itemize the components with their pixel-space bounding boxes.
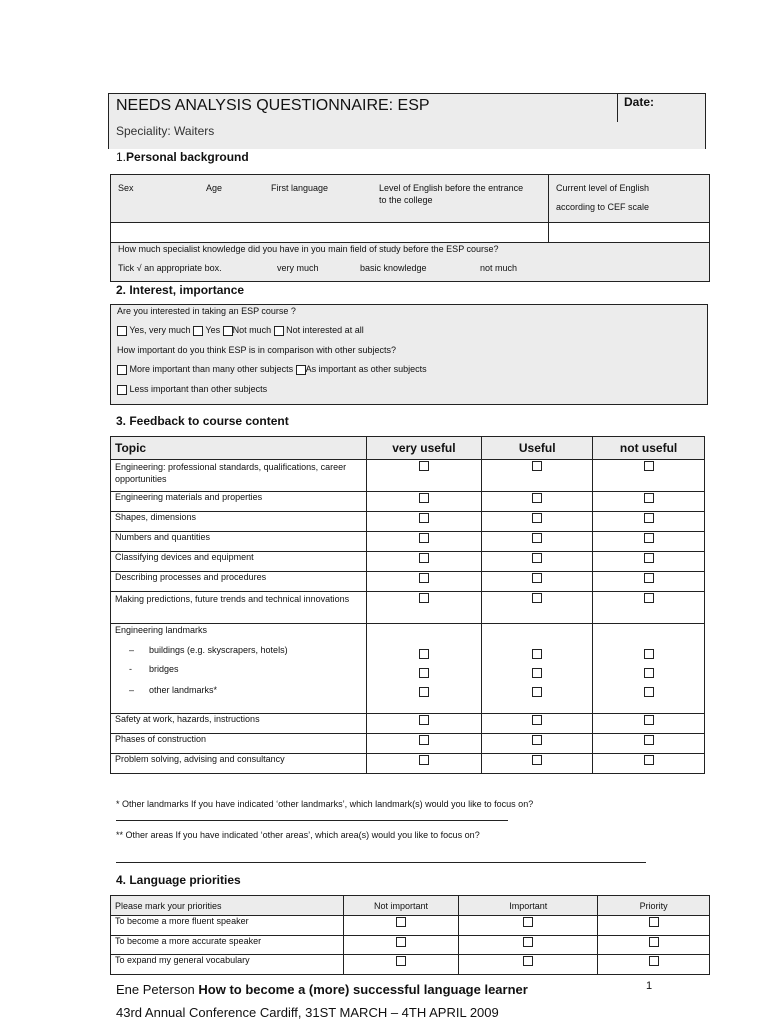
topic-cell: Safety at work, hazards, instructions <box>111 714 367 734</box>
col-age: Age <box>206 183 223 193</box>
very-useful-cell <box>366 592 482 624</box>
landmark-label: bridges <box>149 664 179 674</box>
option-label: Yes, very much <box>129 325 191 335</box>
topic-cell: Classifying devices and equipment <box>111 552 367 572</box>
option-label: Yes <box>205 325 221 335</box>
dash-bullet: – <box>129 645 135 655</box>
not-important-cell <box>343 936 459 955</box>
priority-label: To expand my general vocabulary <box>111 955 344 975</box>
table-row <box>111 512 705 532</box>
checkbox[interactable] <box>644 687 654 697</box>
checkbox[interactable] <box>644 649 654 659</box>
checkbox[interactable] <box>532 493 542 503</box>
very-useful-cell <box>366 624 482 714</box>
topic-cell: Phases of construction <box>111 734 367 754</box>
landmark-item <box>115 645 362 655</box>
dash-bullet: – <box>129 685 135 695</box>
not-useful-cell <box>593 492 705 512</box>
checkbox[interactable] <box>644 553 654 563</box>
useful-cell <box>482 552 593 572</box>
checkbox[interactable] <box>644 668 654 678</box>
footer-conference: 43rd Annual Conference Cardiff, 31ST MARCH – 4TH APRIL 2009 <box>116 1005 499 1020</box>
col-sex: Sex <box>118 183 134 193</box>
not-useful-cell <box>593 714 705 734</box>
knowledge-question: How much specialist knowledge did you have in you main field of study before the ESP course? <box>118 244 499 254</box>
useful-cell <box>482 492 593 512</box>
answer-line[interactable] <box>116 862 646 863</box>
topic-cell: Describing processes and procedures <box>111 572 367 592</box>
table-row <box>111 955 710 975</box>
not-useful-cell <box>593 754 705 774</box>
not-useful-cell <box>593 460 705 492</box>
interest-box <box>110 304 708 405</box>
not-useful-cell <box>593 624 705 714</box>
section3-title: 3. Feedback to course content <box>116 414 289 428</box>
checkbox[interactable] <box>532 687 542 697</box>
priority-label: To become a more accurate speaker <box>111 936 344 955</box>
checkbox[interactable] <box>419 593 429 603</box>
cef-answer-divider <box>548 223 549 242</box>
option-label: As important as other subjects <box>305 364 427 374</box>
table-row <box>111 754 705 774</box>
important-cell <box>459 955 598 975</box>
checkbox[interactable] <box>644 533 654 543</box>
checkbox[interactable] <box>193 326 203 336</box>
very-useful-cell <box>366 492 482 512</box>
option-very-much[interactable]: very much <box>277 263 319 273</box>
note-other-landmarks: * Other landmarks If you have indicated ‘other landmarks’, which landmark(s) would you like to focus on? <box>116 799 534 809</box>
header-not-important: Not important <box>343 896 459 916</box>
not-useful-cell <box>593 572 705 592</box>
note-other-areas: ** Other areas If you have indicated ‘other areas’, which area(s) would you like to focus on? <box>116 830 480 840</box>
checkbox[interactable] <box>523 937 533 947</box>
table-row <box>111 532 705 552</box>
header-useful: Useful <box>482 437 593 460</box>
section1-title: Personal background <box>126 150 249 164</box>
useful-cell <box>482 572 593 592</box>
checkbox[interactable] <box>532 461 542 471</box>
tick-instruction: Tick √ an appropriate box. <box>118 263 222 273</box>
very-useful-cell <box>366 552 482 572</box>
checkbox[interactable] <box>419 668 429 678</box>
checkbox[interactable] <box>419 553 429 563</box>
option-basic-knowledge[interactable]: basic knowledge <box>360 263 427 273</box>
table-row <box>111 592 705 624</box>
checkbox[interactable] <box>532 533 542 543</box>
checkbox[interactable] <box>649 956 659 966</box>
cef-line1: Current level of English <box>556 183 650 193</box>
checkbox[interactable] <box>532 735 542 745</box>
table-row <box>111 552 705 572</box>
section1-heading <box>116 150 249 164</box>
footer-line1 <box>116 982 528 997</box>
table-row <box>111 916 710 936</box>
importance-options-row1 <box>117 364 427 375</box>
landmarks-cell <box>111 624 367 714</box>
checkbox[interactable] <box>644 493 654 503</box>
feedback-table <box>110 436 705 774</box>
checkbox[interactable] <box>649 937 659 947</box>
page-number: 1 <box>646 980 653 992</box>
very-useful-cell <box>366 734 482 754</box>
checkbox[interactable] <box>532 553 542 563</box>
checkbox[interactable] <box>644 593 654 603</box>
importance-question: How important do you think ESP is in comparison with other subjects? <box>117 345 396 355</box>
table-row <box>111 460 705 492</box>
topic-cell: Engineering: professional standards, qualifications, career opportunities <box>111 460 367 492</box>
very-useful-cell <box>366 532 482 552</box>
table-header-row <box>111 437 705 460</box>
topic-cell: Engineering materials and properties <box>111 492 367 512</box>
topic-cell: Making predictions, future trends and technical innovations <box>111 592 367 624</box>
not-useful-cell <box>593 592 705 624</box>
interest-question: Are you interested in taking an ESP course ? <box>117 306 296 316</box>
checkbox[interactable] <box>532 649 542 659</box>
col-first-language: First language <box>271 183 329 193</box>
checkbox[interactable] <box>296 365 306 375</box>
not-important-cell <box>343 916 459 936</box>
landmark-label: buildings (e.g. skyscrapers, hotels) <box>149 645 288 655</box>
checkbox[interactable] <box>532 755 542 765</box>
date-label: Date: <box>624 95 655 109</box>
important-cell <box>459 936 598 955</box>
checkbox[interactable] <box>396 956 406 966</box>
useful-cell <box>482 754 593 774</box>
checkbox[interactable] <box>532 573 542 583</box>
section1-number: 1. <box>116 150 127 164</box>
page-title: NEEDS ANALYSIS QUESTIONNAIRE: ESP <box>116 97 430 114</box>
topic-cell: Numbers and quantities <box>111 532 367 552</box>
checkbox[interactable] <box>419 573 429 583</box>
not-important-cell <box>343 955 459 975</box>
checkbox[interactable] <box>419 687 429 697</box>
col-level-before: Level of English before the entrance to the college <box>379 183 524 205</box>
option-label: Less important than other subjects <box>129 384 268 394</box>
date-cell <box>617 94 706 122</box>
section4-title: 4. Language priorities <box>116 873 241 887</box>
checkbox[interactable] <box>396 937 406 947</box>
checkbox[interactable] <box>419 715 429 725</box>
footer-author: Ene Peterson <box>116 982 199 997</box>
checkbox[interactable] <box>644 461 654 471</box>
option-not-much[interactable]: not much <box>480 263 518 273</box>
importance-options-row2 <box>117 384 267 395</box>
cef-line2: according to CEF scale <box>556 202 650 212</box>
checkbox[interactable] <box>117 326 127 336</box>
checkbox[interactable] <box>223 326 233 336</box>
option-label: Not much <box>232 325 272 335</box>
checkbox[interactable] <box>523 956 533 966</box>
topic-cell: Problem solving, advising and consultancy <box>111 754 367 774</box>
checkbox[interactable] <box>644 513 654 523</box>
answer-line[interactable] <box>116 820 508 821</box>
checkbox[interactable] <box>649 917 659 927</box>
option-label: More important than many other subjects <box>129 364 294 374</box>
checkbox[interactable] <box>117 385 127 395</box>
checkbox[interactable] <box>419 755 429 765</box>
not-useful-cell <box>593 532 705 552</box>
interest-options <box>117 325 364 336</box>
priority-cell <box>598 955 710 975</box>
landmark-item <box>115 685 362 695</box>
not-useful-cell <box>593 734 705 754</box>
checkbox[interactable] <box>644 573 654 583</box>
landmarks-title: Engineering landmarks <box>115 625 208 635</box>
checkbox[interactable] <box>419 649 429 659</box>
personal-background-table <box>110 174 710 282</box>
priority-label: To become a more fluent speaker <box>111 916 344 936</box>
speciality-row <box>108 122 706 149</box>
table-row <box>111 492 705 512</box>
header-topic: Topic <box>111 437 367 460</box>
cef-cell <box>548 175 710 222</box>
section2-title: 2. Interest, importance <box>116 283 245 297</box>
header-very-useful: very useful <box>366 437 482 460</box>
table-header-row <box>111 896 710 916</box>
header-not-useful: not useful <box>593 437 705 460</box>
checkbox[interactable] <box>532 715 542 725</box>
header-priorities: Please mark your priorities <box>111 896 344 916</box>
very-useful-cell <box>366 460 482 492</box>
dash-bullet: - <box>129 664 132 674</box>
useful-cell <box>482 624 593 714</box>
table-row <box>111 936 710 955</box>
topic-cell: Shapes, dimensions <box>111 512 367 532</box>
not-useful-cell <box>593 512 705 532</box>
landmark-item <box>115 664 362 674</box>
checkbox[interactable] <box>532 593 542 603</box>
not-useful-cell <box>593 552 705 572</box>
very-useful-cell <box>366 714 482 734</box>
useful-cell <box>482 714 593 734</box>
checkbox[interactable] <box>532 668 542 678</box>
speciality-text: Speciality: Waiters <box>116 124 215 138</box>
useful-cell <box>482 532 593 552</box>
checkbox[interactable] <box>419 735 429 745</box>
useful-cell <box>482 512 593 532</box>
priority-cell <box>598 936 710 955</box>
option-label: Not interested at all <box>286 325 364 335</box>
landmark-label: other landmarks* <box>149 685 218 695</box>
title-box <box>108 93 706 123</box>
footer-talk-title: How to become a (more) successful language learner <box>198 982 528 997</box>
checkbox[interactable] <box>419 461 429 471</box>
answer-row[interactable] <box>111 222 709 243</box>
important-cell <box>459 916 598 936</box>
checkbox[interactable] <box>419 513 429 523</box>
checkbox[interactable] <box>396 917 406 927</box>
useful-cell <box>482 460 593 492</box>
checkbox[interactable] <box>523 917 533 927</box>
table-row <box>111 734 705 754</box>
very-useful-cell <box>366 572 482 592</box>
useful-cell <box>482 592 593 624</box>
landmarks-row <box>111 624 705 714</box>
checkbox[interactable] <box>532 513 542 523</box>
checkbox[interactable] <box>419 493 429 503</box>
table-row <box>111 572 705 592</box>
very-useful-cell <box>366 754 482 774</box>
checkbox[interactable] <box>274 326 284 336</box>
checkbox[interactable] <box>117 365 127 375</box>
checkbox[interactable] <box>419 533 429 543</box>
checkbox[interactable] <box>644 735 654 745</box>
table-row <box>111 714 705 734</box>
priority-cell <box>598 916 710 936</box>
checkbox[interactable] <box>644 715 654 725</box>
very-useful-cell <box>366 512 482 532</box>
header-important: Important <box>459 896 598 916</box>
header-priority: Priority <box>598 896 710 916</box>
useful-cell <box>482 734 593 754</box>
priorities-table <box>110 895 710 975</box>
checkbox[interactable] <box>644 755 654 765</box>
